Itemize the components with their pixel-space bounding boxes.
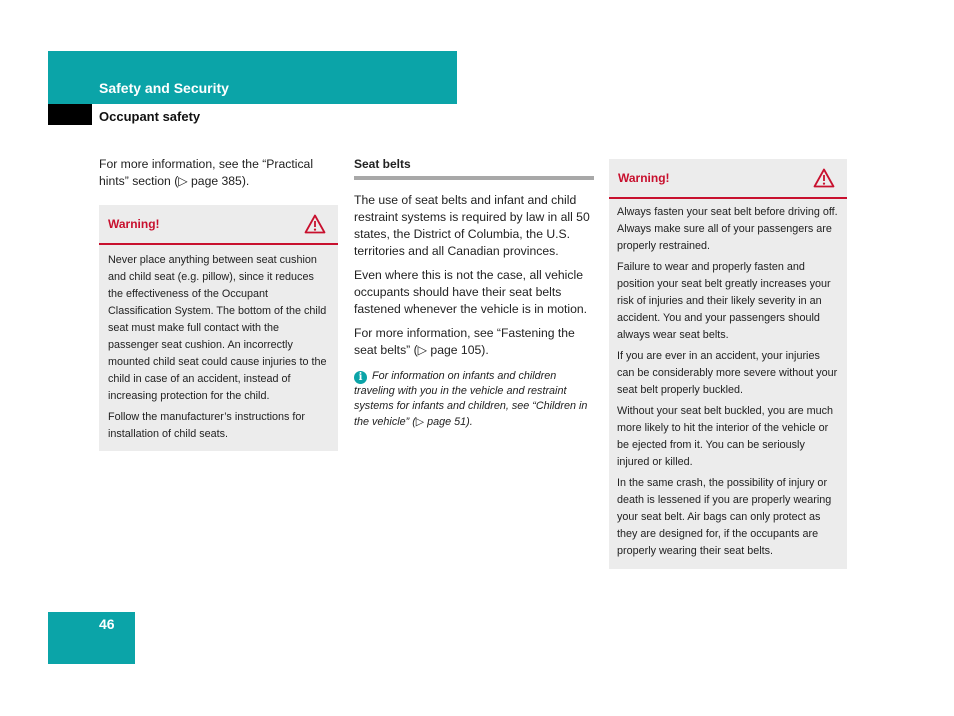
info-icon: i bbox=[354, 371, 367, 384]
section-marker-tab bbox=[48, 104, 92, 125]
warning-title: Warning! bbox=[618, 170, 670, 185]
info-note bbox=[354, 369, 594, 430]
page-number: 46 bbox=[99, 616, 115, 632]
warning-paragraph: Without your seat belt buckled, you are much more likely to hit the interior of the vehicle or be ejected from it. You can be seriously injured or killed. bbox=[617, 405, 834, 468]
warning-paragraph: Follow the manufacturer’s instructions for installation of child seats. bbox=[108, 411, 306, 440]
warning-box-seat-belts bbox=[609, 159, 847, 569]
column-middle bbox=[354, 156, 594, 430]
section-title: Safety and Security bbox=[99, 80, 229, 96]
intro-paragraph: For more information, see the “Practical hints” section (▷ page 385). bbox=[99, 157, 314, 188]
page-number-box bbox=[48, 612, 135, 664]
body-paragraph: For more information, see “Fastening the seat belts” (▷ page 105). bbox=[354, 326, 575, 357]
warning-paragraph: If you are ever in an accident, your injuries can be considerably more severe without your seat belt properly buckled. bbox=[617, 350, 838, 396]
warning-body bbox=[609, 199, 847, 569]
warning-body bbox=[99, 245, 338, 451]
body-paragraph: Even where this is not the case, all vehicle occupants should have their seat belts fastened whenever the vehicle is in motion. bbox=[354, 268, 588, 316]
seat-belts-heading: Seat belts bbox=[354, 156, 594, 180]
warning-triangle-icon bbox=[813, 168, 835, 188]
warning-title: Warning! bbox=[108, 216, 160, 231]
warning-paragraph: In the same crash, the possibility of injury or death is lessened if you are properly wearing your seat belt. Air bags can only protect as they are designed for, if the occupants are properly wearing their seat belts. bbox=[617, 477, 832, 557]
warning-header bbox=[609, 159, 847, 199]
warning-triangle-icon bbox=[304, 214, 326, 234]
body-paragraph: The use of seat belts and infant and child restraint systems is required by law in all 50 states, the District of Columbia, the U.S. territories and all Canadian provinces. bbox=[354, 193, 590, 258]
header-band bbox=[48, 51, 457, 104]
warning-header bbox=[99, 205, 338, 245]
warning-paragraph: Always fasten your seat belt before driving off. Always make sure all of your passengers are properly restrained. bbox=[617, 206, 838, 252]
info-note-text: For information on infants and children traveling with you in the vehicle and restraint systems for infants and children, see “Children in the vehicle” (▷ page 51). bbox=[354, 370, 588, 428]
warning-box-child-seat bbox=[99, 205, 338, 451]
subsection-title: Occupant safety bbox=[99, 109, 201, 124]
warning-paragraph: Never place anything between seat cushion and child seat (e.g. pillow), since it reduces the effectiveness of the Occupant Classification System. The bottom of the child seat must make full contact with the passenger seat cushion. An incorrectly mounted child seat could cause injuries to the child in case of an accident, instead of increasing protection for the child. bbox=[108, 254, 327, 402]
column-left bbox=[99, 156, 338, 451]
warning-paragraph: Failure to wear and properly fasten and position your seat belt greatly increases your risk of injuries and their likely severity in an accident. You and your passengers should always wear seat belts. bbox=[617, 261, 831, 341]
column-right bbox=[609, 159, 847, 569]
